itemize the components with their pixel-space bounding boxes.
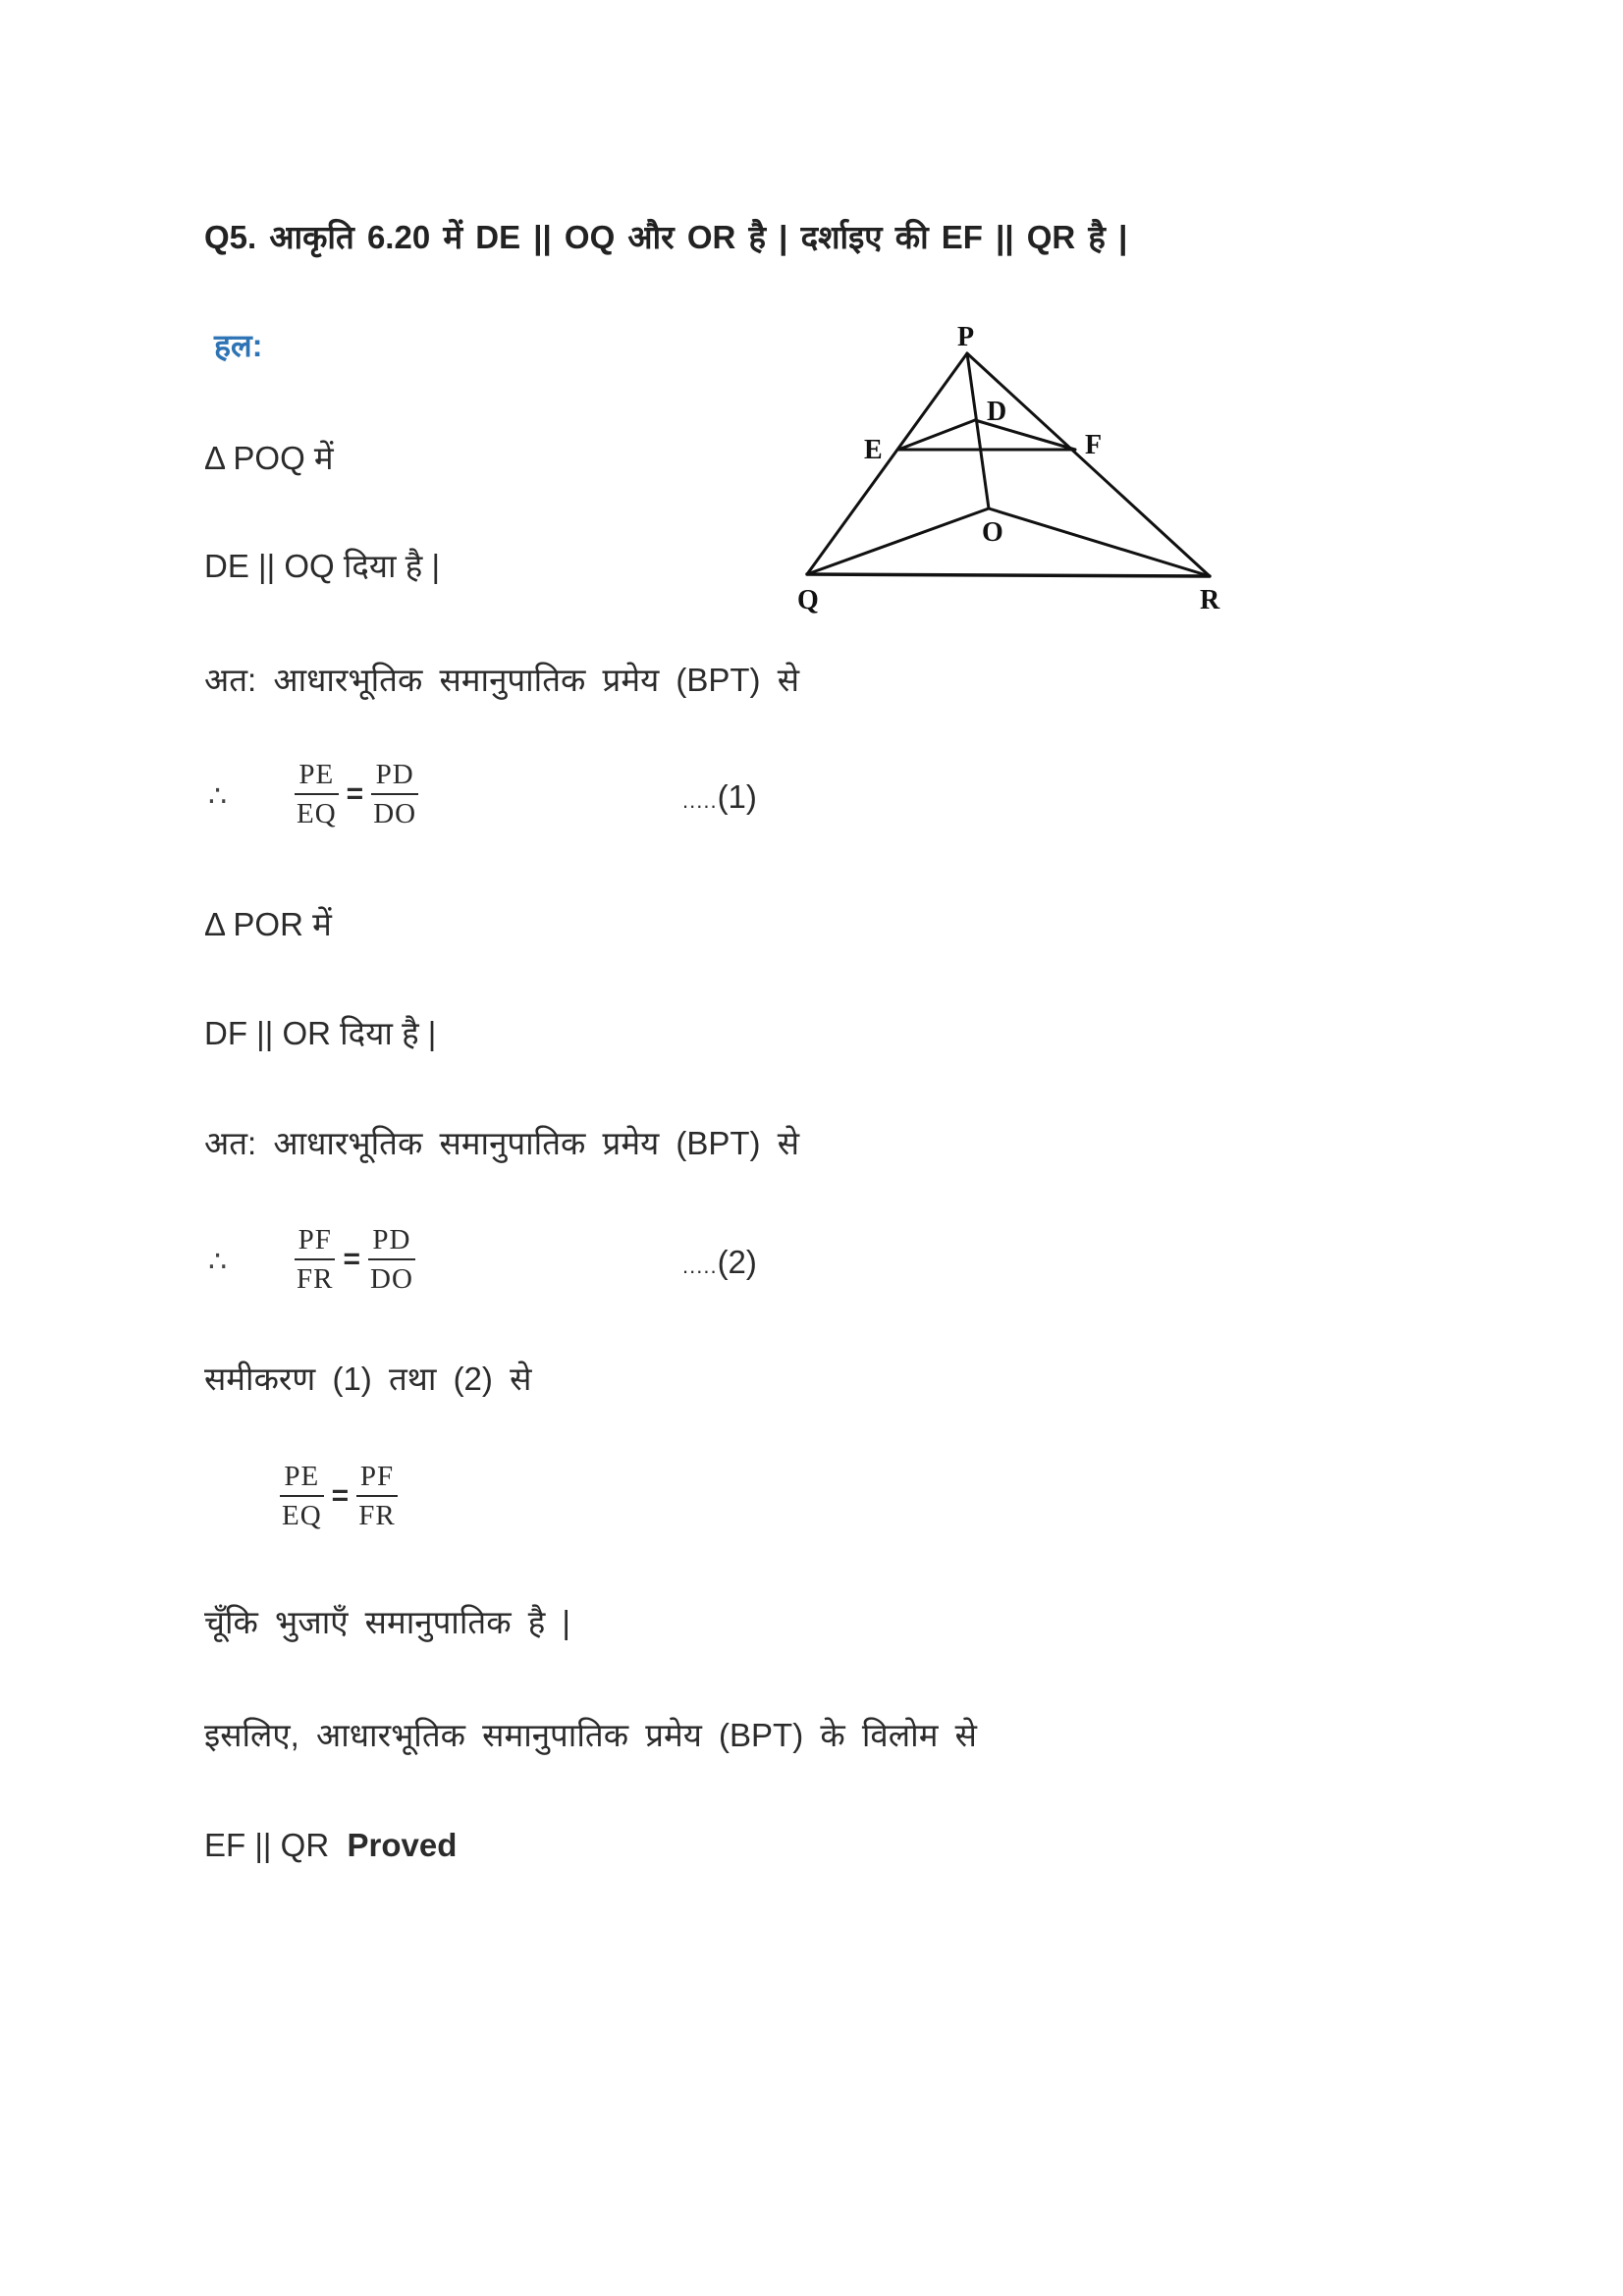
segment-po [967, 353, 989, 508]
fraction-pd-do: $\frac{PD}{DO}$ [370, 1224, 413, 1295]
step-bpt-1: अत: आधारभूतिक समानुपातिक प्रमेय (BPT) से [204, 662, 800, 698]
fraction-pf-fr: $\frac{PF}{FR}$ [297, 1224, 334, 1295]
label-e: E [864, 435, 883, 465]
segment-or [989, 508, 1210, 576]
question-title: Q5. आकृति 6.20 में DE || OQ और OR है | दर्शाइए की EF || QR है | [204, 219, 1128, 255]
equals-sign: = [331, 1479, 350, 1512]
label-d: D [987, 397, 1007, 427]
fraction-pe-eq: $\frac{PE}{EQ}$ [297, 759, 337, 829]
step-bpt-converse: इसलिए, आधारभूतिक समानुपातिक प्रमेय (BPT) के विलोम से [204, 1717, 977, 1753]
segment-oq [807, 508, 989, 574]
equals-sign: = [343, 1243, 361, 1275]
label-f: F [1085, 430, 1103, 460]
equation-label-1: .....(1) [682, 778, 757, 815]
label-o: O [982, 517, 1003, 548]
step-from-equations: समीकरण (1) तथा (2) से [204, 1361, 532, 1397]
step-triangle-por: Δ POR में [204, 906, 332, 942]
proved-label: Proved [347, 1827, 458, 1863]
step-de-parallel-oq: DE || OQ दिया है | [204, 548, 441, 584]
equals-sign: = [346, 777, 364, 810]
step-bpt-2: अत: आधारभूतिक समानुपातिक प्रमेय (BPT) से [204, 1125, 800, 1161]
label-p: P [957, 322, 975, 352]
equation-2 [295, 1220, 415, 1299]
side-pq [807, 353, 967, 574]
side-pr [967, 353, 1210, 576]
equation-3 [280, 1457, 398, 1535]
fraction-pf-fr: $\frac{PF}{FR}$ [358, 1461, 396, 1531]
therefore-symbol-2: ∴ [208, 1245, 228, 1279]
step-triangle-poq: Δ POQ में [204, 440, 334, 476]
label-r: R [1200, 585, 1220, 615]
side-qr [807, 574, 1210, 576]
step-sides-proportional: चूँकि भुजाएँ समानुपातिक है | [204, 1604, 570, 1640]
solution-heading: हल: [214, 328, 263, 363]
fraction-pd-do: $\frac{PD}{DO}$ [373, 759, 417, 829]
conclusion-statement: EF || QR [204, 1827, 330, 1863]
conclusion-line [204, 1824, 457, 1867]
fraction-pe-eq: $\frac{PE}{EQ}$ [282, 1461, 322, 1531]
equation-label-2: .....(2) [682, 1244, 757, 1280]
label-q: Q [797, 585, 819, 615]
therefore-symbol-1: ∴ [208, 779, 228, 814]
step-df-parallel-or: DF || OR दिया है | [204, 1015, 437, 1051]
equation-1 [295, 755, 418, 833]
